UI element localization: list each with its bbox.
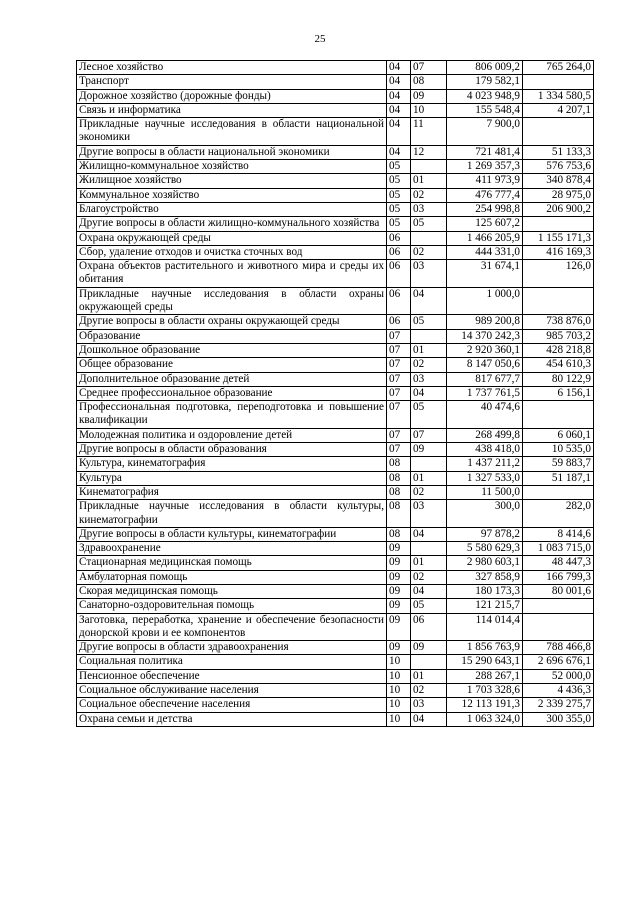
row-name-cell: Социальное обеспечение населения — [77, 698, 387, 712]
row-name-cell: Другие вопросы в области культуры, кинематографии — [77, 527, 387, 541]
row-section-cell: 06 — [387, 231, 411, 245]
row-secondary-amount-cell — [523, 118, 594, 146]
row-subsection-cell: 03 — [411, 698, 447, 712]
row-name-cell: Пенсионное обеспечение — [77, 669, 387, 683]
row-subsection-cell: 01 — [411, 174, 447, 188]
table-row — [77, 401, 594, 429]
row-name-cell: Санаторно-оздоровительная помощь — [77, 599, 387, 613]
row-amount-cell: 155 548,4 — [447, 103, 523, 117]
row-section-cell: 06 — [387, 287, 411, 315]
row-amount-cell: 1 063 324,0 — [447, 712, 523, 726]
row-name-cell: Молодежная политика и оздоровление детей — [77, 428, 387, 442]
row-subsection-cell: 05 — [411, 315, 447, 329]
row-subsection-cell: 02 — [411, 485, 447, 499]
table-row — [77, 145, 594, 159]
row-name-cell: Охрана окружающей среды — [77, 231, 387, 245]
row-subsection-cell: 12 — [411, 145, 447, 159]
row-name-cell: Социальная политика — [77, 655, 387, 669]
row-name-cell: Прикладные научные исследования в области национальной экономики — [77, 118, 387, 146]
table-row — [77, 231, 594, 245]
row-section-cell: 07 — [387, 386, 411, 400]
row-secondary-amount-cell: 166 799,3 — [523, 570, 594, 584]
row-amount-cell: 721 481,4 — [447, 145, 523, 159]
row-amount-cell: 7 900,0 — [447, 118, 523, 146]
table-row — [77, 75, 594, 89]
row-secondary-amount-cell: 52 000,0 — [523, 669, 594, 683]
row-subsection-cell: 03 — [411, 202, 447, 216]
page-number: 25 — [314, 33, 326, 45]
row-amount-cell: 15 290 643,1 — [447, 655, 523, 669]
table-row — [77, 669, 594, 683]
row-subsection-cell: 04 — [411, 712, 447, 726]
table-row — [77, 471, 594, 485]
table-row — [77, 570, 594, 584]
row-amount-cell: 179 582,1 — [447, 75, 523, 89]
row-name-cell: Связь и информатика — [77, 103, 387, 117]
row-subsection-cell: 05 — [411, 599, 447, 613]
row-section-cell: 09 — [387, 613, 411, 641]
row-section-cell: 04 — [387, 89, 411, 103]
row-subsection-cell: 03 — [411, 260, 447, 288]
budget-table-body — [77, 61, 594, 727]
row-secondary-amount-cell: 1 155 171,3 — [523, 231, 594, 245]
row-name-cell: Жилищное хозяйство — [77, 174, 387, 188]
row-subsection-cell: 03 — [411, 500, 447, 528]
row-subsection-cell: 04 — [411, 584, 447, 598]
row-subsection-cell: 09 — [411, 641, 447, 655]
table-row — [77, 500, 594, 528]
row-subsection-cell: 07 — [411, 428, 447, 442]
row-section-cell: 04 — [387, 103, 411, 117]
row-name-cell: Другие вопросы в области охраны окружающей среды — [77, 315, 387, 329]
row-subsection-cell: 05 — [411, 401, 447, 429]
row-section-cell: 07 — [387, 401, 411, 429]
row-subsection-cell — [411, 160, 447, 174]
row-section-cell: 07 — [387, 372, 411, 386]
table-row — [77, 386, 594, 400]
row-subsection-cell: 08 — [411, 75, 447, 89]
row-amount-cell: 1 437 211,2 — [447, 457, 523, 471]
table-row — [77, 655, 594, 669]
table-row — [77, 457, 594, 471]
table-row — [77, 613, 594, 641]
row-amount-cell: 121 215,7 — [447, 599, 523, 613]
row-name-cell: Образование — [77, 329, 387, 343]
row-secondary-amount-cell: 51 187,1 — [523, 471, 594, 485]
row-secondary-amount-cell: 985 703,2 — [523, 329, 594, 343]
table-row — [77, 61, 594, 75]
row-secondary-amount-cell: 738 876,0 — [523, 315, 594, 329]
row-section-cell: 06 — [387, 315, 411, 329]
row-section-cell: 07 — [387, 358, 411, 372]
row-secondary-amount-cell — [523, 485, 594, 499]
row-name-cell: Другие вопросы в области жилищно-коммунального хозяйства — [77, 217, 387, 231]
row-secondary-amount-cell: 80 122,9 — [523, 372, 594, 386]
row-name-cell: Стационарная медицинская помощь — [77, 556, 387, 570]
row-name-cell: Другие вопросы в области национальной экономики — [77, 145, 387, 159]
row-subsection-cell: 11 — [411, 118, 447, 146]
row-name-cell: Другие вопросы в области здравоохранения — [77, 641, 387, 655]
row-name-cell: Заготовка, переработка, хранение и обеспечение безопасности донорской крови и ее компонентов — [77, 613, 387, 641]
row-name-cell: Кинематография — [77, 485, 387, 499]
row-name-cell: Культура — [77, 471, 387, 485]
row-section-cell: 06 — [387, 260, 411, 288]
row-section-cell: 04 — [387, 145, 411, 159]
row-section-cell: 07 — [387, 443, 411, 457]
row-subsection-cell: 02 — [411, 245, 447, 259]
row-secondary-amount-cell — [523, 613, 594, 641]
row-section-cell: 04 — [387, 61, 411, 75]
row-name-cell: Общее образование — [77, 358, 387, 372]
table-row — [77, 684, 594, 698]
row-secondary-amount-cell: 1 334 580,5 — [523, 89, 594, 103]
row-secondary-amount-cell: 8 414,6 — [523, 527, 594, 541]
row-name-cell: Транспорт — [77, 75, 387, 89]
row-subsection-cell — [411, 329, 447, 343]
row-amount-cell: 40 474,6 — [447, 401, 523, 429]
row-secondary-amount-cell: 4 207,1 — [523, 103, 594, 117]
row-amount-cell: 4 023 948,9 — [447, 89, 523, 103]
row-amount-cell: 11 500,0 — [447, 485, 523, 499]
row-secondary-amount-cell: 48 447,3 — [523, 556, 594, 570]
row-amount-cell: 268 499,8 — [447, 428, 523, 442]
row-subsection-cell: 02 — [411, 684, 447, 698]
row-secondary-amount-cell: 1 083 715,0 — [523, 542, 594, 556]
row-amount-cell: 444 331,0 — [447, 245, 523, 259]
row-amount-cell: 989 200,8 — [447, 315, 523, 329]
row-secondary-amount-cell: 51 133,3 — [523, 145, 594, 159]
row-amount-cell: 1 856 763,9 — [447, 641, 523, 655]
row-name-cell: Прикладные научные исследования в области культуры, кинематографии — [77, 500, 387, 528]
table-row — [77, 542, 594, 556]
row-section-cell: 04 — [387, 75, 411, 89]
row-section-cell: 09 — [387, 570, 411, 584]
row-secondary-amount-cell: 206 900,2 — [523, 202, 594, 216]
row-secondary-amount-cell: 2 339 275,7 — [523, 698, 594, 712]
row-section-cell: 05 — [387, 174, 411, 188]
table-row — [77, 118, 594, 146]
row-amount-cell: 806 009,2 — [447, 61, 523, 75]
row-secondary-amount-cell: 454 610,3 — [523, 358, 594, 372]
table-row — [77, 174, 594, 188]
row-amount-cell: 31 674,1 — [447, 260, 523, 288]
table-row — [77, 372, 594, 386]
row-secondary-amount-cell: 6 156,1 — [523, 386, 594, 400]
row-section-cell: 09 — [387, 641, 411, 655]
row-section-cell: 09 — [387, 542, 411, 556]
row-subsection-cell: 01 — [411, 669, 447, 683]
table-row — [77, 527, 594, 541]
table-row — [77, 343, 594, 357]
row-amount-cell: 14 370 242,3 — [447, 329, 523, 343]
row-amount-cell: 1 269 357,3 — [447, 160, 523, 174]
row-name-cell: Профессиональная подготовка, переподготовка и повышение квалификации — [77, 401, 387, 429]
row-amount-cell: 288 267,1 — [447, 669, 523, 683]
row-secondary-amount-cell: 2 696 676,1 — [523, 655, 594, 669]
row-section-cell: 10 — [387, 698, 411, 712]
row-secondary-amount-cell: 59 883,7 — [523, 457, 594, 471]
table-row — [77, 641, 594, 655]
row-secondary-amount-cell — [523, 599, 594, 613]
row-section-cell: 08 — [387, 527, 411, 541]
row-name-cell: Другие вопросы в области образования — [77, 443, 387, 457]
row-secondary-amount-cell: 765 264,0 — [523, 61, 594, 75]
row-section-cell: 04 — [387, 118, 411, 146]
row-subsection-cell — [411, 457, 447, 471]
row-name-cell: Коммунальное хозяйство — [77, 188, 387, 202]
row-section-cell: 10 — [387, 669, 411, 683]
row-amount-cell: 300,0 — [447, 500, 523, 528]
row-section-cell: 06 — [387, 245, 411, 259]
table-row — [77, 217, 594, 231]
row-secondary-amount-cell: 576 753,6 — [523, 160, 594, 174]
table-row — [77, 188, 594, 202]
row-section-cell: 07 — [387, 343, 411, 357]
table-row — [77, 202, 594, 216]
row-amount-cell: 1 327 533,0 — [447, 471, 523, 485]
row-section-cell: 05 — [387, 202, 411, 216]
row-name-cell: Культура, кинематография — [77, 457, 387, 471]
row-secondary-amount-cell: 4 436,3 — [523, 684, 594, 698]
table-row — [77, 698, 594, 712]
row-section-cell: 09 — [387, 556, 411, 570]
row-name-cell: Охрана объектов растительного и животного мира и среды их обитания — [77, 260, 387, 288]
row-name-cell: Охрана семьи и детства — [77, 712, 387, 726]
row-subsection-cell — [411, 655, 447, 669]
row-name-cell: Дошкольное образование — [77, 343, 387, 357]
row-name-cell: Лесное хозяйство — [77, 61, 387, 75]
row-secondary-amount-cell: 300 355,0 — [523, 712, 594, 726]
row-subsection-cell: 01 — [411, 471, 447, 485]
row-secondary-amount-cell — [523, 401, 594, 429]
row-secondary-amount-cell: 80 001,6 — [523, 584, 594, 598]
row-subsection-cell: 01 — [411, 343, 447, 357]
row-subsection-cell — [411, 231, 447, 245]
row-section-cell: 08 — [387, 500, 411, 528]
row-amount-cell: 438 418,0 — [447, 443, 523, 457]
row-subsection-cell: 04 — [411, 287, 447, 315]
row-name-cell: Скорая медицинская помощь — [77, 584, 387, 598]
row-name-cell: Дополнительное образование детей — [77, 372, 387, 386]
row-name-cell: Среднее профессиональное образование — [77, 386, 387, 400]
row-subsection-cell: 01 — [411, 556, 447, 570]
row-section-cell: 10 — [387, 712, 411, 726]
row-subsection-cell: 09 — [411, 443, 447, 457]
table-row — [77, 315, 594, 329]
budget-table — [76, 60, 594, 727]
row-secondary-amount-cell: 6 060,1 — [523, 428, 594, 442]
table-row — [77, 245, 594, 259]
row-subsection-cell: 04 — [411, 386, 447, 400]
row-name-cell: Благоустройство — [77, 202, 387, 216]
row-section-cell: 05 — [387, 160, 411, 174]
table-row — [77, 103, 594, 117]
row-amount-cell: 327 858,9 — [447, 570, 523, 584]
table-row — [77, 584, 594, 598]
row-name-cell: Амбулаторная помощь — [77, 570, 387, 584]
row-subsection-cell: 05 — [411, 217, 447, 231]
row-secondary-amount-cell — [523, 75, 594, 89]
table-row — [77, 556, 594, 570]
table-row — [77, 358, 594, 372]
table-row — [77, 485, 594, 499]
row-amount-cell: 125 607,2 — [447, 217, 523, 231]
row-subsection-cell: 09 — [411, 89, 447, 103]
row-subsection-cell: 07 — [411, 61, 447, 75]
row-secondary-amount-cell — [523, 217, 594, 231]
row-amount-cell: 180 173,3 — [447, 584, 523, 598]
row-secondary-amount-cell: 428 218,8 — [523, 343, 594, 357]
row-name-cell: Сбор, удаление отходов и очистка сточных вод — [77, 245, 387, 259]
row-secondary-amount-cell: 126,0 — [523, 260, 594, 288]
row-amount-cell: 1 466 205,9 — [447, 231, 523, 245]
table-row — [77, 89, 594, 103]
table-row — [77, 599, 594, 613]
row-secondary-amount-cell: 28 975,0 — [523, 188, 594, 202]
table-row — [77, 428, 594, 442]
row-secondary-amount-cell: 416 169,3 — [523, 245, 594, 259]
row-subsection-cell: 04 — [411, 527, 447, 541]
table-row — [77, 329, 594, 343]
row-subsection-cell: 02 — [411, 188, 447, 202]
row-name-cell: Здравоохранение — [77, 542, 387, 556]
row-amount-cell: 114 014,4 — [447, 613, 523, 641]
row-amount-cell: 411 973,9 — [447, 174, 523, 188]
row-amount-cell: 1 737 761,5 — [447, 386, 523, 400]
row-secondary-amount-cell: 282,0 — [523, 500, 594, 528]
row-amount-cell: 2 920 360,1 — [447, 343, 523, 357]
row-subsection-cell: 02 — [411, 570, 447, 584]
row-secondary-amount-cell — [523, 287, 594, 315]
row-section-cell: 07 — [387, 329, 411, 343]
row-section-cell: 08 — [387, 485, 411, 499]
table-row — [77, 160, 594, 174]
row-section-cell: 09 — [387, 599, 411, 613]
table-row — [77, 260, 594, 288]
row-section-cell: 10 — [387, 655, 411, 669]
row-section-cell: 08 — [387, 457, 411, 471]
row-amount-cell: 97 878,2 — [447, 527, 523, 541]
row-amount-cell: 254 998,8 — [447, 202, 523, 216]
row-amount-cell: 2 980 603,1 — [447, 556, 523, 570]
row-section-cell: 08 — [387, 471, 411, 485]
row-name-cell: Жилищно-коммунальное хозяйство — [77, 160, 387, 174]
row-amount-cell: 476 777,4 — [447, 188, 523, 202]
row-subsection-cell — [411, 542, 447, 556]
row-amount-cell: 1 000,0 — [447, 287, 523, 315]
row-amount-cell: 817 677,7 — [447, 372, 523, 386]
row-subsection-cell: 10 — [411, 103, 447, 117]
table-row — [77, 443, 594, 457]
row-section-cell: 07 — [387, 428, 411, 442]
table-row — [77, 287, 594, 315]
row-secondary-amount-cell: 10 535,0 — [523, 443, 594, 457]
row-section-cell: 05 — [387, 217, 411, 231]
row-section-cell: 05 — [387, 188, 411, 202]
row-secondary-amount-cell: 788 466,8 — [523, 641, 594, 655]
row-amount-cell: 5 580 629,3 — [447, 542, 523, 556]
row-subsection-cell: 02 — [411, 358, 447, 372]
table-row — [77, 712, 594, 726]
row-section-cell: 09 — [387, 584, 411, 598]
row-subsection-cell: 06 — [411, 613, 447, 641]
row-secondary-amount-cell: 340 878,4 — [523, 174, 594, 188]
row-name-cell: Прикладные научные исследования в области охраны окружающей среды — [77, 287, 387, 315]
row-subsection-cell: 03 — [411, 372, 447, 386]
row-name-cell: Дорожное хозяйство (дорожные фонды) — [77, 89, 387, 103]
row-section-cell: 10 — [387, 684, 411, 698]
row-amount-cell: 8 147 050,6 — [447, 358, 523, 372]
row-name-cell: Социальное обслуживание населения — [77, 684, 387, 698]
row-amount-cell: 1 703 328,6 — [447, 684, 523, 698]
row-amount-cell: 12 113 191,3 — [447, 698, 523, 712]
